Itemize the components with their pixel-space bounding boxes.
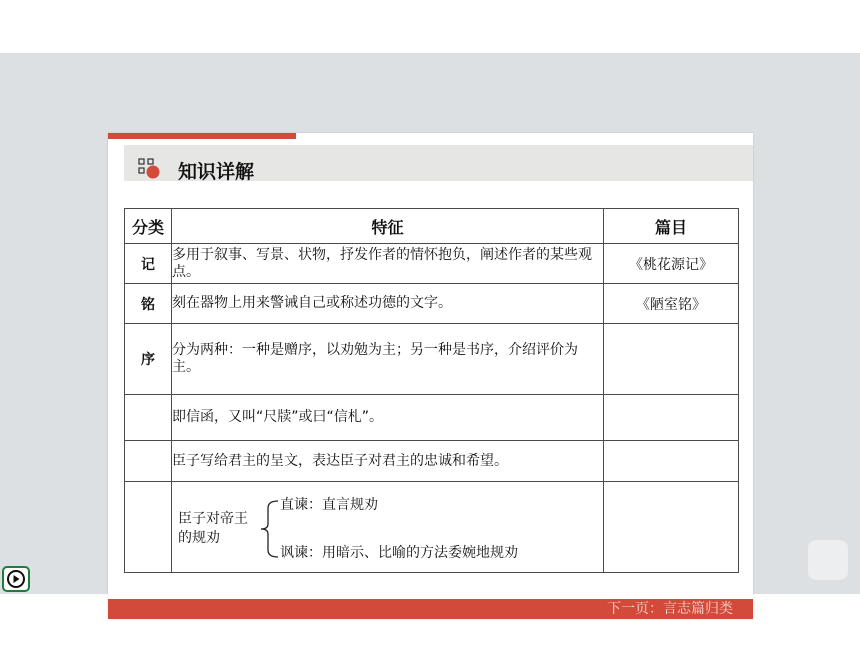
play-circle-icon[interactable] (2, 566, 30, 592)
work-cell: 《桃花源记》 (604, 244, 739, 284)
table-header-row (125, 209, 739, 244)
feature-cell: 分为两种：一种是赠序，以劝勉为主；另一种是书序，介绍评价为主。 (172, 324, 604, 395)
brace-branch: 讽谏：用暗示、比喻的方法委婉地规劝 (280, 545, 518, 561)
feature-cell (172, 482, 604, 573)
table-row (125, 244, 739, 284)
work-cell (604, 395, 739, 441)
presentation-stage (0, 53, 860, 617)
next-page-link[interactable]: 下一页：言志篇归类 (607, 601, 733, 617)
table-row (125, 284, 739, 324)
category-cell: 铭 (125, 284, 172, 324)
nav-button[interactable] (808, 540, 848, 580)
column-header: 特征 (172, 209, 604, 244)
slide (108, 133, 753, 619)
feature-cell: 刻在器物上用来警诫自己或称述功德的文字。 (172, 284, 604, 324)
feature-cell: 臣子写给君主的呈文，表达臣子对君主的忠诚和希望。 (172, 441, 604, 482)
table-row (125, 482, 739, 573)
work-cell (604, 324, 739, 395)
footer-bar (108, 599, 753, 619)
work-cell (604, 482, 739, 573)
brace-label-line: 的规劝 (178, 530, 220, 546)
page-title: 知识详解 (178, 161, 255, 183)
feature-cell: 即信函，又叫“尺牍”或曰“信札”。 (172, 395, 604, 441)
category-cell (125, 395, 172, 441)
feature-cell: 多用于叙事、写景、状物，抒发作者的情怀抱负，阐述作者的某些观点。 (172, 244, 604, 284)
category-cell: 序 (125, 324, 172, 395)
frame-corner-icon (138, 158, 162, 180)
top-accent-bar (108, 133, 296, 139)
column-header: 分类 (125, 209, 172, 244)
brace-label-line: 臣子对帝王 (178, 511, 248, 527)
knowledge-table (124, 208, 739, 573)
work-cell: 《陋室铭》 (604, 284, 739, 324)
work-cell (604, 441, 739, 482)
brace-label (178, 510, 248, 548)
brace-diagram (172, 482, 603, 572)
brace-branch: 直谏：直言规劝 (280, 497, 378, 513)
curly-brace-icon (258, 500, 280, 558)
category-cell: 记 (125, 244, 172, 284)
table-row (125, 441, 739, 482)
category-cell (125, 482, 172, 573)
table-row (125, 395, 739, 441)
table-row (125, 324, 739, 395)
column-header: 篇目 (604, 209, 739, 244)
category-cell (125, 441, 172, 482)
